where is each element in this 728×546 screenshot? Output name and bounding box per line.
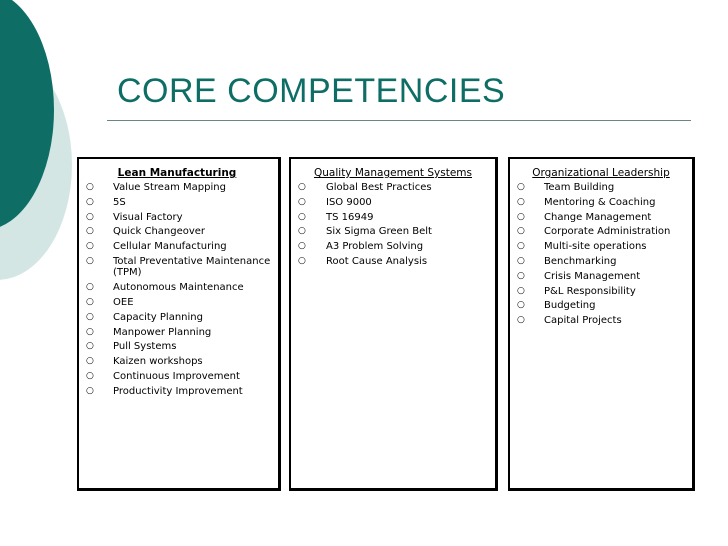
list-item: [510, 256, 692, 268]
list-item-label: Change Management: [544, 211, 652, 223]
hollow-circle-bullet-icon: ○: [86, 182, 94, 192]
hollow-circle-bullet-icon: ○: [517, 211, 525, 222]
list-item-label: Capital Projects: [544, 315, 622, 327]
list-item: [291, 182, 495, 194]
list-item-label: Capacity Planning: [113, 311, 203, 323]
list-item: [79, 256, 278, 279]
list-item-label: Global Best Practices: [326, 182, 432, 193]
list-item: [510, 271, 692, 283]
hollow-circle-bullet-icon: ○: [517, 300, 525, 311]
list-item: [291, 256, 495, 268]
list-item-label: Six Sigma Green Belt: [326, 226, 432, 238]
list-item: [291, 226, 495, 238]
column-heading: Organizational Leadership: [532, 167, 670, 179]
slide-title: CORE COMPETENCIES: [117, 72, 506, 110]
list-item: [291, 241, 495, 253]
list-item: [79, 371, 278, 383]
list-item: [79, 212, 278, 224]
hollow-circle-bullet-icon: ○: [517, 285, 525, 296]
list-item-label: Value Stream Mapping: [113, 182, 226, 193]
list-item: [79, 226, 278, 238]
hollow-circle-bullet-icon: ○: [86, 255, 94, 266]
hollow-circle-bullet-icon: ○: [298, 226, 306, 237]
hollow-circle-bullet-icon: ○: [298, 255, 306, 266]
list-item-label: Corporate Administration: [544, 226, 671, 238]
list-item-label: Mentoring & Coaching: [544, 196, 656, 208]
list-item-label: Manpower Planning: [113, 326, 212, 338]
list-item-label: Multi-site operations: [544, 241, 647, 253]
hollow-circle-bullet-icon: ○: [517, 270, 525, 281]
hollow-circle-bullet-icon: ○: [86, 341, 94, 352]
list-item: [79, 327, 278, 339]
list-item-label: Continuous Improvement: [113, 371, 240, 383]
competency-list: [291, 182, 495, 267]
list-item-label: Team Building: [544, 182, 615, 193]
hollow-circle-bullet-icon: ○: [517, 255, 525, 266]
hollow-circle-bullet-icon: ○: [86, 241, 94, 252]
competency-column-leadership: [508, 157, 695, 491]
list-item: [79, 341, 278, 353]
list-item: [79, 182, 278, 194]
list-item: [79, 312, 278, 324]
list-item: [510, 182, 692, 194]
hollow-circle-bullet-icon: ○: [86, 226, 94, 237]
list-item-label: Root Cause Analysis: [326, 255, 428, 267]
list-item-label: TS 16949: [326, 211, 374, 223]
list-item: [79, 282, 278, 294]
hollow-circle-bullet-icon: ○: [86, 297, 94, 308]
competency-column-quality: [289, 157, 498, 491]
list-item-label: Productivity Improvement: [113, 385, 243, 397]
hollow-circle-bullet-icon: ○: [86, 356, 94, 367]
list-item: [510, 286, 692, 298]
hollow-circle-bullet-icon: ○: [298, 182, 306, 192]
list-item-label: Pull Systems: [113, 341, 177, 353]
hollow-circle-bullet-icon: ○: [86, 196, 94, 207]
list-item-label: Autonomous Maintenance: [113, 282, 244, 294]
hollow-circle-bullet-icon: ○: [298, 211, 306, 222]
list-item-label: A3 Problem Solving: [326, 241, 424, 253]
list-item-label: Crisis Management: [544, 270, 641, 282]
list-item: [510, 241, 692, 253]
list-item: [510, 226, 692, 238]
hollow-circle-bullet-icon: ○: [298, 241, 306, 252]
list-item-label: Benchmarking: [544, 255, 617, 267]
list-item: [79, 297, 278, 309]
list-item-label: OEE: [113, 297, 134, 309]
list-item: [510, 315, 692, 327]
hollow-circle-bullet-icon: ○: [86, 211, 94, 222]
list-item-label: Kaizen workshops: [113, 356, 203, 368]
competency-list: [79, 182, 278, 397]
list-item-label: Cellular Manufacturing: [113, 241, 227, 253]
competency-list: [510, 182, 692, 327]
list-item-label: Budgeting: [544, 300, 596, 312]
hollow-circle-bullet-icon: ○: [86, 311, 94, 322]
competency-column-lean: [77, 157, 281, 491]
hollow-circle-bullet-icon: ○: [517, 196, 525, 207]
list-item: [510, 300, 692, 312]
list-item-label: Quick Changeover: [113, 226, 206, 238]
title-divider: [107, 120, 691, 121]
list-item-label: 5S: [113, 196, 126, 208]
hollow-circle-bullet-icon: ○: [86, 385, 94, 396]
list-item: [79, 356, 278, 368]
list-item-label: Visual Factory: [113, 211, 183, 223]
hollow-circle-bullet-icon: ○: [517, 315, 525, 326]
list-item: [510, 197, 692, 209]
hollow-circle-bullet-icon: ○: [517, 226, 525, 237]
column-heading: Quality Management Systems: [314, 167, 472, 179]
list-item: [79, 197, 278, 209]
list-item: [510, 212, 692, 224]
hollow-circle-bullet-icon: ○: [86, 371, 94, 382]
list-item-label: Total Preventative Maintenance (TPM): [113, 255, 271, 279]
list-item: [79, 241, 278, 253]
list-item-label: P&L Responsibility: [544, 285, 636, 297]
column-heading: Lean Manufacturing: [117, 167, 237, 179]
hollow-circle-bullet-icon: ○: [86, 282, 94, 293]
hollow-circle-bullet-icon: ○: [298, 196, 306, 207]
list-item: [291, 197, 495, 209]
hollow-circle-bullet-icon: ○: [86, 326, 94, 337]
list-item: [291, 212, 495, 224]
list-item-label: ISO 9000: [326, 196, 372, 208]
list-item: [79, 386, 278, 398]
hollow-circle-bullet-icon: ○: [517, 241, 525, 252]
hollow-circle-bullet-icon: ○: [517, 182, 525, 192]
